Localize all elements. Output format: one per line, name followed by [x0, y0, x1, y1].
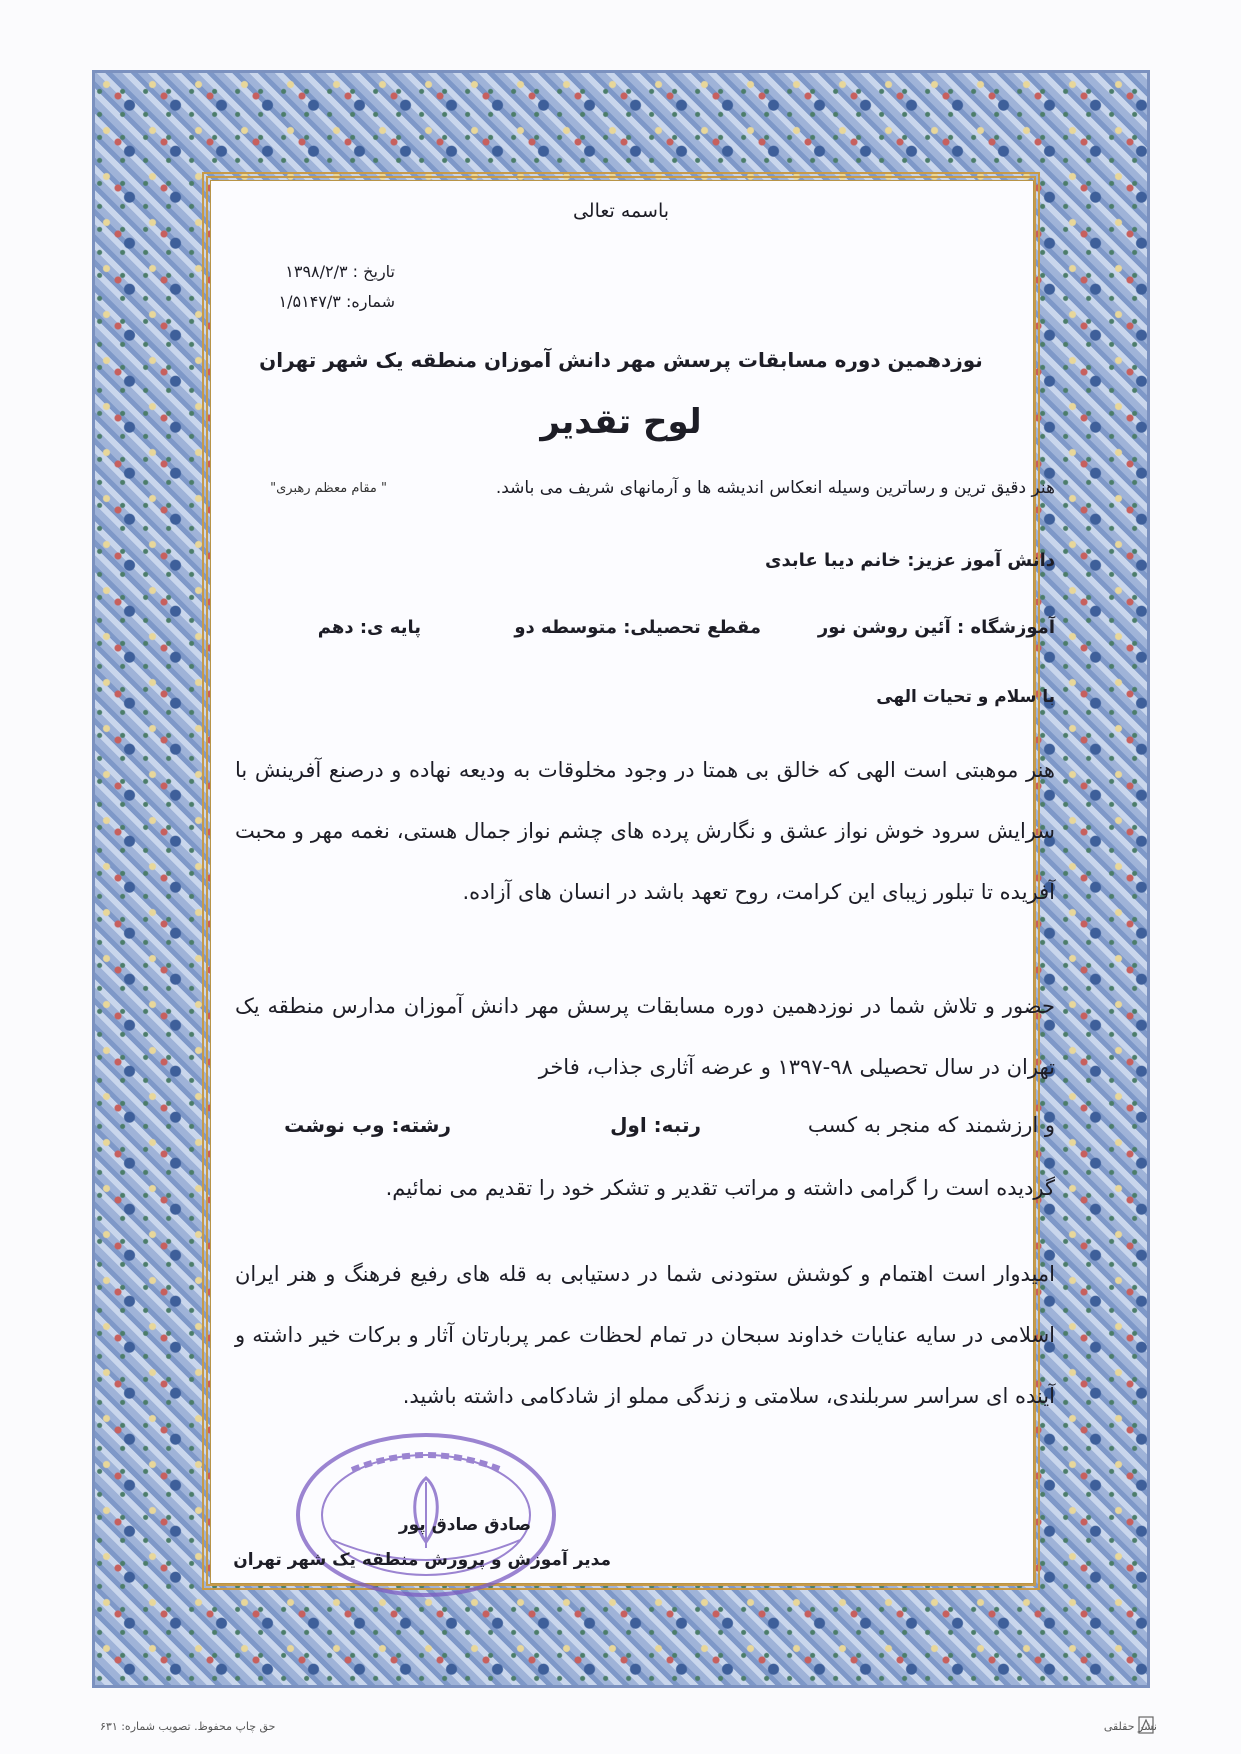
reference-number: شماره: ۱/۵۱۴۷/۳	[278, 292, 395, 311]
body-paragraph-1: هنر موهبتی است الهی که خالق بی همتا در وجود مخلوقات به ودیعه نهاده و درصنع آفرینش با سرایش سرود خوش نواز عشق و نگارش پرده های چشم نواز جمال هستی، نغمه مهر و محبت آفریده تا تبلور زیبای این کرامت، روح تعهد باشد در انسان های آزاده.	[235, 758, 1055, 904]
education-level: مقطع تحصیلی: متوسطه دو	[514, 617, 761, 638]
publisher-name: نشر حقلقی	[1103, 1720, 1157, 1733]
body-paragraph-3: گردیده است را گرامی داشته و مراتب تقدیر و تشکر خود را تقدیم می نمائیم.	[385, 1176, 1055, 1200]
copyright-note: حق چاپ محفوظ. تصویب شماره: ۶۳۱	[100, 1720, 276, 1733]
invocation-text: باسمه تعالی	[572, 200, 670, 222]
signatory-name: صادق صادق پور	[398, 1515, 531, 1535]
competition-heading: نوزدهمین دوره مسابقات پرسش مهر دانش آموزان منطقه یک شهر تهران	[259, 348, 983, 372]
rank-line-text: و ارزشمند که منجر به کسب	[807, 1113, 1055, 1137]
body-paragraph-2: حضور و تلاش شما در نوزدهمین دوره مسابقات پرسش مهر دانش آموزان مدارس منطقه یک تهران در سال تحصیلی ۹۸-۱۳۹۷ و عرضه آثاری جذاب، فاخر	[235, 994, 1055, 1079]
greeting-text: با سلام و تحیات الهی	[876, 687, 1055, 707]
quote-source: " مقام معظم رهبری"	[270, 481, 387, 496]
issue-date: تاریخ : ۱۳۹۸/۲/۳	[285, 262, 395, 281]
signatory-title: مدیر آموزش و پرورش منطقه یک شهر تهران	[233, 1550, 611, 1570]
certificate-title: لوح تقدیر	[540, 402, 702, 442]
school-name: آموزشگاه : آئین روشن نور	[817, 617, 1055, 638]
student-name: دانش آموز عزیز: خانم دیبا عابدی	[765, 550, 1055, 571]
publisher-logo-icon	[1138, 1716, 1154, 1734]
rank-value: رتبه: اول	[610, 1113, 701, 1137]
body-paragraph-4: امیدوار است اهتمام و کوشش ستودنی شما در دستیابی به قله های رفیع فرهنگ و هنر ایران اسلامی در سایه عنایات خداوند سبحان در تمام لحظات عمر پربارتان آثار و برکات خیر داشته و آینده ای سراسر سربلندی، سلامتی و زندگی مملو از شادکامی داشته باشید.	[235, 1262, 1055, 1408]
quote-text: هنر دقیق ترین و رساترین وسیله انعکاس اندیشه ها و آرمانهای شریف می باشد.	[495, 478, 1055, 498]
field-value: رشته: وب نوشت	[284, 1113, 451, 1137]
grade-level: پایه ی: دهم	[317, 617, 421, 638]
